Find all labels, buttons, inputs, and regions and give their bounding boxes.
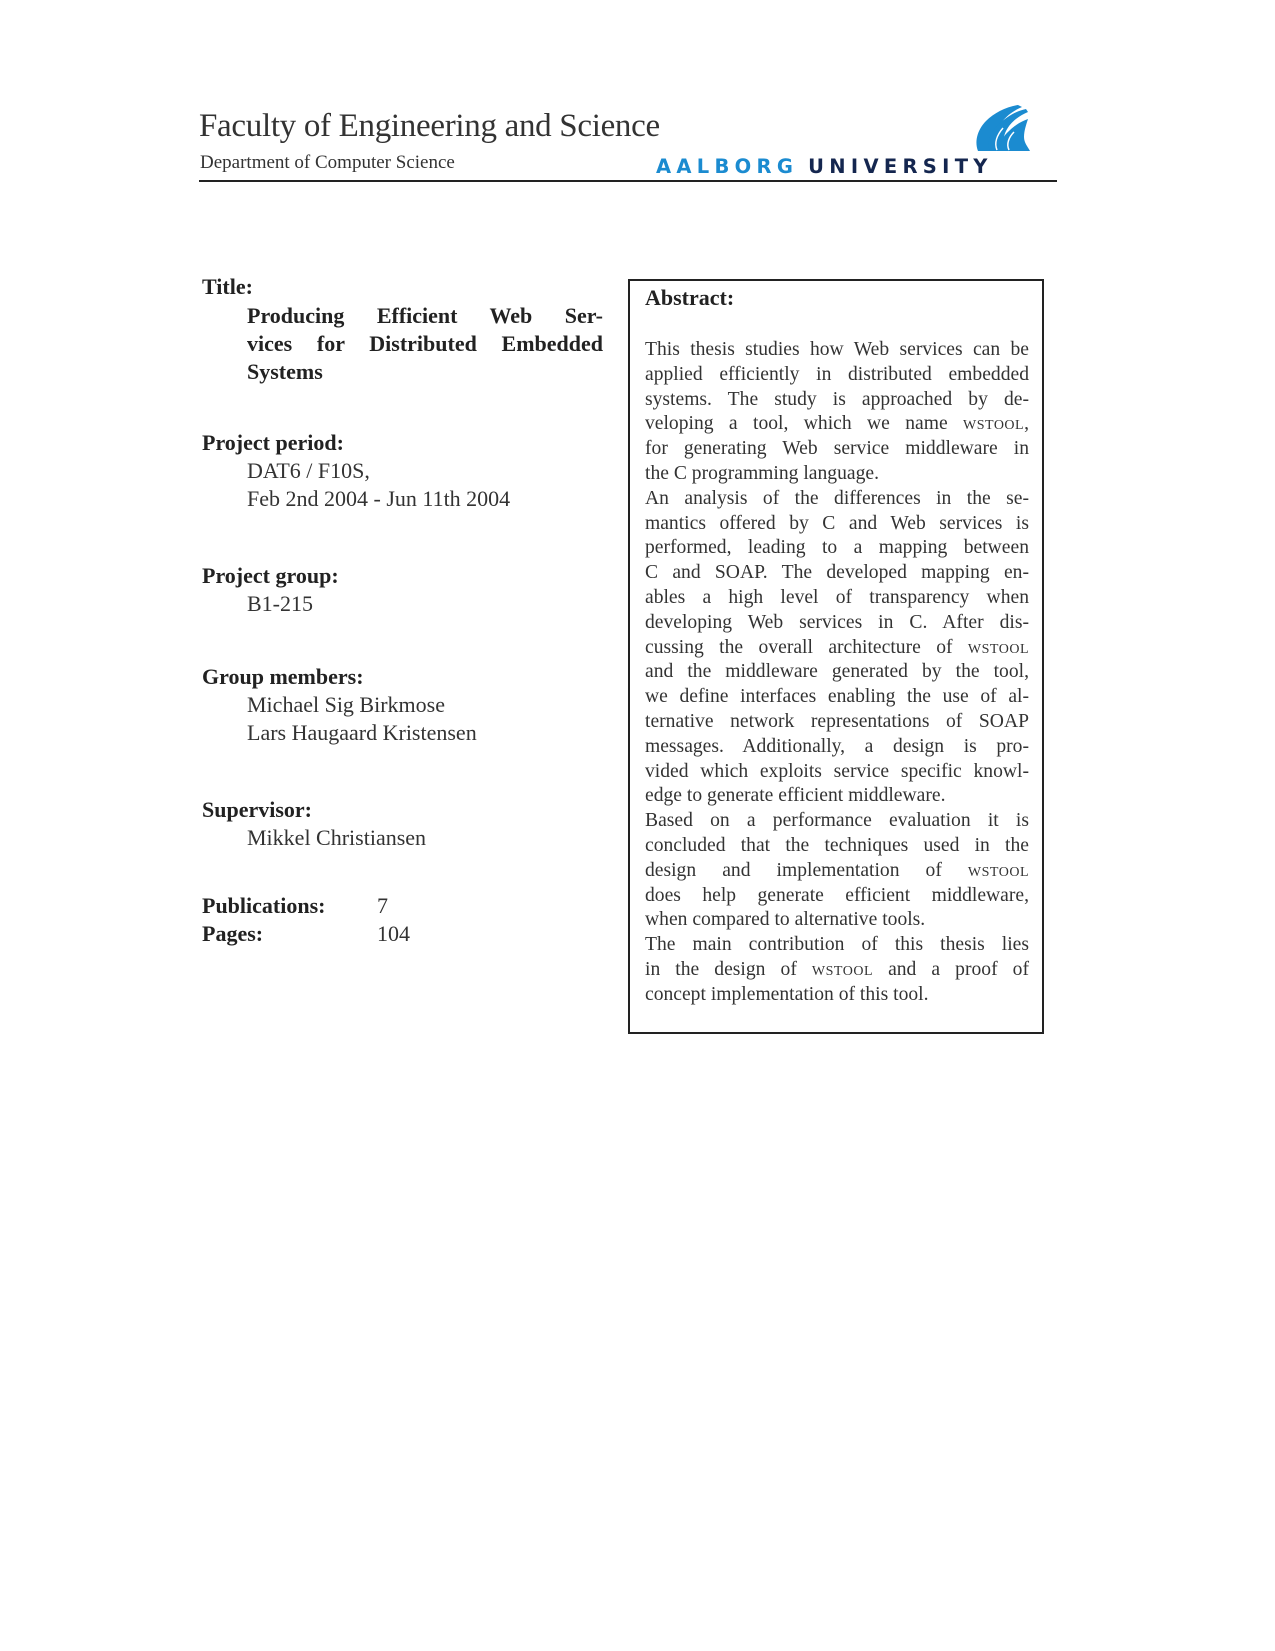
university-wordmark-aalborg: AALBORG (656, 155, 799, 178)
abstract-line: ternative network representations of SOAP (645, 710, 1029, 732)
project-group-label: Project group: (202, 563, 339, 588)
abstract-line: This thesis studies how Web services can be (645, 339, 1029, 360)
abstract-line: messages. Additionally, a design is pro- (645, 735, 1029, 757)
project-period-dates: Feb 2nd 2004 - Jun 11th 2004 (247, 486, 511, 511)
abstract-line: concluded that the techniques used in the (645, 834, 1029, 856)
title-label: Title: (202, 274, 253, 299)
abstract-body (645, 338, 1029, 1008)
header-rule (199, 180, 1057, 182)
publications-value: 7 (377, 893, 388, 918)
abstract-line: and the middleware generated by the tool, (645, 661, 1029, 683)
abstract-line: The main contribution of this thesis lies (645, 934, 1029, 956)
abstract-line: design and implementation of wstool (645, 859, 1029, 881)
thesis-title-line: Systems (247, 359, 323, 384)
abstract-line: ables a high level of transparency when (645, 586, 1029, 608)
thesis-title (247, 302, 603, 386)
department-subtitle: Department of Computer Science (200, 152, 455, 173)
pages-label: Pages: (202, 921, 264, 946)
university-wordmark (656, 155, 993, 178)
university-wordmark-university: UNIVERSITY (808, 155, 993, 178)
group-member: Lars Haugaard Kristensen (247, 720, 477, 745)
project-period-label: Project period: (202, 430, 344, 455)
group-members-label: Group members: (202, 664, 364, 689)
abstract-line: for generating Web service middleware in (645, 438, 1029, 460)
abstract-line: veloping a tool, which we name wstool, (645, 413, 1029, 435)
abstract-line: in the design of wstool and a proof of (645, 958, 1030, 980)
thesis-title-line: Producing Efficient Web Ser- (247, 303, 603, 328)
abstract-line: An analysis of the differences in the se- (645, 487, 1029, 509)
supervisor-value: Mikkel Christiansen (247, 825, 427, 850)
abstract-line: Based on a performance evaluation it is (645, 810, 1029, 832)
abstract-line: the C programming language. (645, 462, 879, 484)
abstract-line: applied efficiently in distributed embedded (645, 363, 1029, 385)
abstract-line: cussing the overall architecture of wstool (645, 636, 1029, 658)
abstract-line: vided which exploits service specific knowl- (645, 760, 1029, 782)
abstract-line: when compared to alternative tools. (645, 909, 926, 931)
abstract-line: concept implementation of this tool. (645, 983, 929, 1005)
publications-label: Publications: (202, 893, 326, 918)
project-group-value: B1-215 (247, 591, 313, 616)
abstract-line: systems. The study is approached by de- (645, 388, 1029, 410)
abstract-heading: Abstract: (645, 285, 735, 310)
abstract-line: developing Web services in C. After dis- (645, 611, 1029, 633)
abstract-line: edge to generate efficient middleware. (645, 785, 946, 807)
faculty-title: Faculty of Engineering and Science (199, 108, 660, 144)
abstract-line: performed, leading to a mapping between (645, 537, 1029, 559)
abstract-line: C and SOAP. The developed mapping en- (645, 562, 1029, 584)
project-period-value: DAT6 / F10S, (247, 458, 370, 483)
abstract-line: we define interfaces enabling the use of al- (645, 686, 1029, 708)
thesis-title-line: vices for Distributed Embedded (247, 331, 603, 356)
abstract-line: mantics offered by C and Web services is (645, 512, 1029, 534)
aalborg-logo-icon (972, 103, 1032, 153)
supervisor-label: Supervisor: (202, 797, 312, 822)
abstract-line: does help generate efficient middleware, (645, 884, 1029, 906)
group-member: Michael Sig Birkmose (247, 692, 445, 717)
pages-value: 104 (377, 921, 410, 946)
